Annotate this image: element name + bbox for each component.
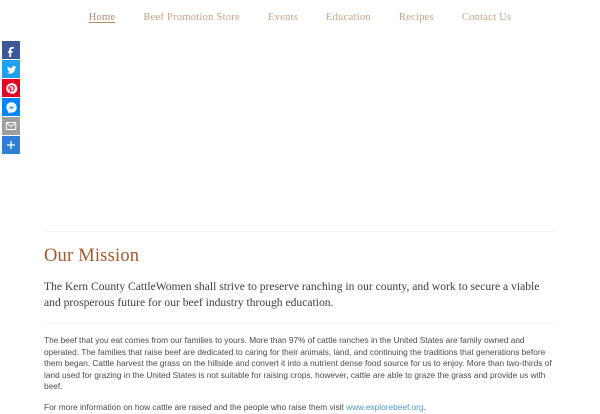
- body-paragraph-2-prefix: For more information on how cattle are raised and the people who raise them visit: [44, 401, 347, 412]
- pinterest-share-button[interactable]: [2, 79, 20, 97]
- nav-item-education[interactable]: Education: [326, 11, 371, 23]
- explorebeef-link[interactable]: www.explorebeef.org: [346, 401, 424, 412]
- section-divider-top: [44, 231, 556, 232]
- mission-statement: The Kern County CattleWomen shall strive to preserve ranching in our county, and work to secure a viable and prosperous future for our beef industry through education.: [44, 280, 540, 309]
- more-share-button[interactable]: [2, 136, 20, 154]
- envelope-icon: [5, 120, 17, 132]
- nav-item-home[interactable]: Home: [88, 11, 116, 23]
- hero-banner-area: [0, 31, 600, 231]
- twitter-share-button[interactable]: [2, 60, 20, 78]
- body-paragraph-2: [44, 402, 556, 414]
- messenger-share-button[interactable]: [2, 98, 20, 116]
- page-content: [0, 31, 600, 412]
- pinterest-icon: [5, 82, 18, 95]
- nav-item-contact-us[interactable]: Contact Us: [461, 11, 512, 23]
- facebook-share-button[interactable]: [2, 41, 20, 59]
- facebook-icon: [5, 44, 18, 57]
- content-column: [39, 231, 561, 414]
- email-share-button[interactable]: [2, 117, 20, 135]
- social-share-rail: [2, 41, 20, 154]
- body-paragraph-2-suffix: .: [423, 401, 426, 412]
- nav-item-events[interactable]: Events: [267, 11, 299, 23]
- body-paragraph-1: The beef that you eat comes from our families to yours. More than 97% of cattle ranches in the United States are family owned and operated. The families that raise beef are dedicated to caring for their animals, land, and continuing the traditions that generations before them began. Cattle harvest the grass on the hillside and convert it into a nutrient dense food source for us to enjoy. More than two-thirds of land used for grazing in the United States is not suitable for raising crops, however, cattle are able to graze the grass and provide us with beef.: [44, 335, 552, 392]
- section-divider-middle: [44, 323, 556, 324]
- plus-icon: [5, 139, 17, 151]
- messenger-icon: [5, 101, 18, 114]
- nav-item-beef-promotion-store[interactable]: Beef Promotion Store: [143, 11, 240, 23]
- main-navigation: [0, 0, 600, 33]
- page-title: Our Mission: [44, 246, 140, 266]
- nav-item-recipes[interactable]: Recipes: [398, 11, 434, 23]
- twitter-icon: [5, 63, 18, 76]
